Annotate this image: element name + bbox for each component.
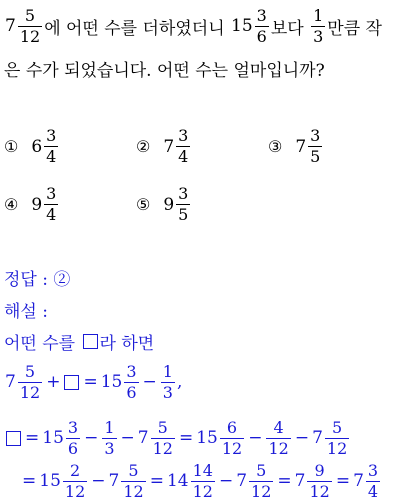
- eq-fraction: [151, 417, 175, 458]
- option-whole: 9: [31, 194, 43, 215]
- eq-whole: 15: [100, 372, 123, 392]
- numerator: 3: [67, 417, 79, 437]
- denominator: 12: [123, 481, 144, 501]
- eq-whole: 7: [5, 372, 16, 392]
- unknown-box-icon: [83, 334, 98, 349]
- eq-fraction: [121, 460, 145, 501]
- eq-fraction: [366, 460, 380, 501]
- eq-whole: 7: [294, 471, 306, 491]
- numerator: 3: [46, 184, 57, 203]
- denominator: 12: [64, 481, 86, 501]
- numerator: 3: [46, 126, 57, 145]
- eq-operator: −: [84, 428, 99, 448]
- unknown-box-icon: [6, 431, 21, 446]
- option-fraction: [308, 128, 322, 165]
- denominator: 3: [104, 438, 115, 458]
- eq-fraction: [220, 417, 244, 458]
- denominator: 3: [313, 26, 324, 46]
- eq-fraction: [63, 460, 87, 501]
- eq-operator: =: [22, 471, 37, 491]
- numerator: 3: [178, 184, 189, 203]
- question-text: 에 어떤 수를 더하였더니: [44, 18, 231, 39]
- numerator: 6: [226, 417, 238, 437]
- eq-whole: 7: [312, 428, 323, 448]
- eq-whole: 14: [166, 471, 189, 491]
- option-fraction: [44, 128, 58, 165]
- eq-whole: 15: [42, 428, 64, 448]
- eq-whole: 7: [137, 428, 149, 448]
- denominator: 6: [67, 438, 79, 458]
- eq-whole: 15: [196, 428, 218, 448]
- eq-whole: 7: [108, 471, 120, 491]
- option-fraction: [44, 186, 58, 223]
- option-whole: 7: [295, 136, 307, 157]
- numerator: 5: [256, 460, 267, 480]
- numerator: 5: [24, 361, 36, 381]
- eq-whole: 7: [353, 471, 364, 491]
- eq-operator: −: [294, 428, 310, 448]
- let-text-post: 라 하면: [99, 333, 155, 354]
- eq-whole: 15: [39, 471, 61, 491]
- answer-line: [4, 266, 70, 288]
- numerator: 3: [126, 361, 137, 381]
- numerator: 14: [192, 460, 213, 480]
- numerator: 3: [310, 126, 321, 145]
- denominator: 12: [19, 382, 41, 402]
- eq-operator: −: [248, 428, 263, 448]
- denominator: 12: [326, 438, 348, 458]
- fraction: [18, 5, 42, 46]
- option-3[interactable]: [268, 128, 324, 165]
- option-marker: ④: [4, 195, 19, 214]
- numerator: 5: [331, 417, 343, 437]
- mixed-number-whole: 15: [231, 16, 253, 36]
- denominator: 4: [46, 205, 57, 224]
- denominator: 6: [256, 26, 267, 46]
- option-whole: 6: [31, 136, 43, 157]
- denominator: 12: [309, 481, 330, 501]
- eq-operator: −: [142, 372, 157, 392]
- option-marker: ①: [4, 137, 19, 156]
- fraction: [255, 5, 269, 46]
- numerator: 5: [128, 460, 139, 480]
- numerator: 3: [178, 126, 189, 145]
- eq-fraction: [307, 460, 331, 501]
- numerator: 5: [157, 417, 168, 437]
- eq-fraction: [18, 361, 42, 402]
- option-marker: ⑤: [136, 195, 151, 214]
- option-2[interactable]: [136, 128, 192, 165]
- denominator: 4: [178, 147, 189, 166]
- numerator: 2: [69, 460, 81, 480]
- eq-fraction: [102, 417, 116, 458]
- mixed-number-whole: 7: [5, 16, 16, 36]
- numerator: 1: [104, 417, 115, 437]
- eq-operator: +: [46, 372, 61, 392]
- denominator: 12: [192, 481, 213, 501]
- eq-fraction: [249, 460, 273, 501]
- question-line-1: [4, 6, 382, 46]
- option-4[interactable]: [4, 186, 60, 223]
- eq-operator: =: [277, 471, 292, 491]
- numerator: 3: [256, 5, 267, 25]
- eq-operator: =: [149, 471, 164, 491]
- option-whole: 7: [163, 136, 175, 157]
- eq-fraction: [266, 417, 290, 458]
- eq-fraction: [191, 460, 215, 501]
- eq-fraction: [124, 361, 138, 402]
- denominator: 5: [178, 205, 189, 224]
- question-text: 은 수가 되었습니다. 어떤 수는 얼마입니까?: [4, 60, 325, 81]
- equation-1: [4, 360, 182, 404]
- unknown-box-icon: [64, 375, 79, 390]
- denominator: 6: [126, 382, 137, 402]
- explanation-label: 해설 :: [4, 301, 48, 322]
- let-line: [4, 330, 154, 352]
- denominator: 12: [268, 438, 289, 458]
- eq-operator: −: [218, 471, 234, 491]
- option-fraction: [176, 186, 190, 223]
- eq-operator: =: [83, 372, 98, 392]
- eq-operator: =: [335, 471, 351, 491]
- eq-operator: =: [178, 428, 194, 448]
- option-whole: 9: [163, 194, 175, 215]
- denominator: 12: [221, 438, 243, 458]
- eq-fraction: [161, 361, 175, 402]
- question-text: 만큼 작: [327, 18, 382, 39]
- option-fraction: [176, 128, 190, 165]
- explanation-label-line: [4, 298, 48, 320]
- eq-punctuation: ,: [176, 372, 183, 392]
- option-marker: ②: [136, 137, 151, 156]
- denominator: 4: [46, 147, 57, 166]
- eq-fraction: [66, 417, 80, 458]
- fraction: [311, 5, 325, 46]
- denominator: 5: [310, 147, 321, 166]
- eq-operator: −: [91, 471, 106, 491]
- numerator: 1: [162, 361, 173, 381]
- numerator: 4: [273, 417, 284, 437]
- denominator: 12: [152, 438, 173, 458]
- answer-label: 정답 : ②: [4, 269, 71, 290]
- equation-2: [4, 416, 351, 460]
- denominator: 12: [19, 26, 41, 46]
- eq-whole: 7: [236, 471, 248, 491]
- numerator: 1: [313, 5, 324, 25]
- option-marker: ③: [268, 137, 283, 156]
- denominator: 4: [367, 481, 379, 501]
- let-text-pre: 어떤 수를: [4, 333, 81, 354]
- option-1[interactable]: [4, 128, 60, 165]
- numerator: 3: [367, 460, 379, 480]
- question-text: 보다: [270, 18, 310, 39]
- option-5[interactable]: [136, 186, 192, 223]
- numerator: 5: [24, 5, 36, 25]
- question-line-2: [4, 56, 325, 80]
- equation-3: [20, 459, 382, 503]
- eq-operator: =: [25, 428, 40, 448]
- denominator: 12: [251, 481, 272, 501]
- eq-operator: −: [120, 428, 135, 448]
- eq-fraction: [325, 417, 349, 458]
- denominator: 3: [162, 382, 173, 402]
- numerator: 9: [314, 460, 325, 480]
